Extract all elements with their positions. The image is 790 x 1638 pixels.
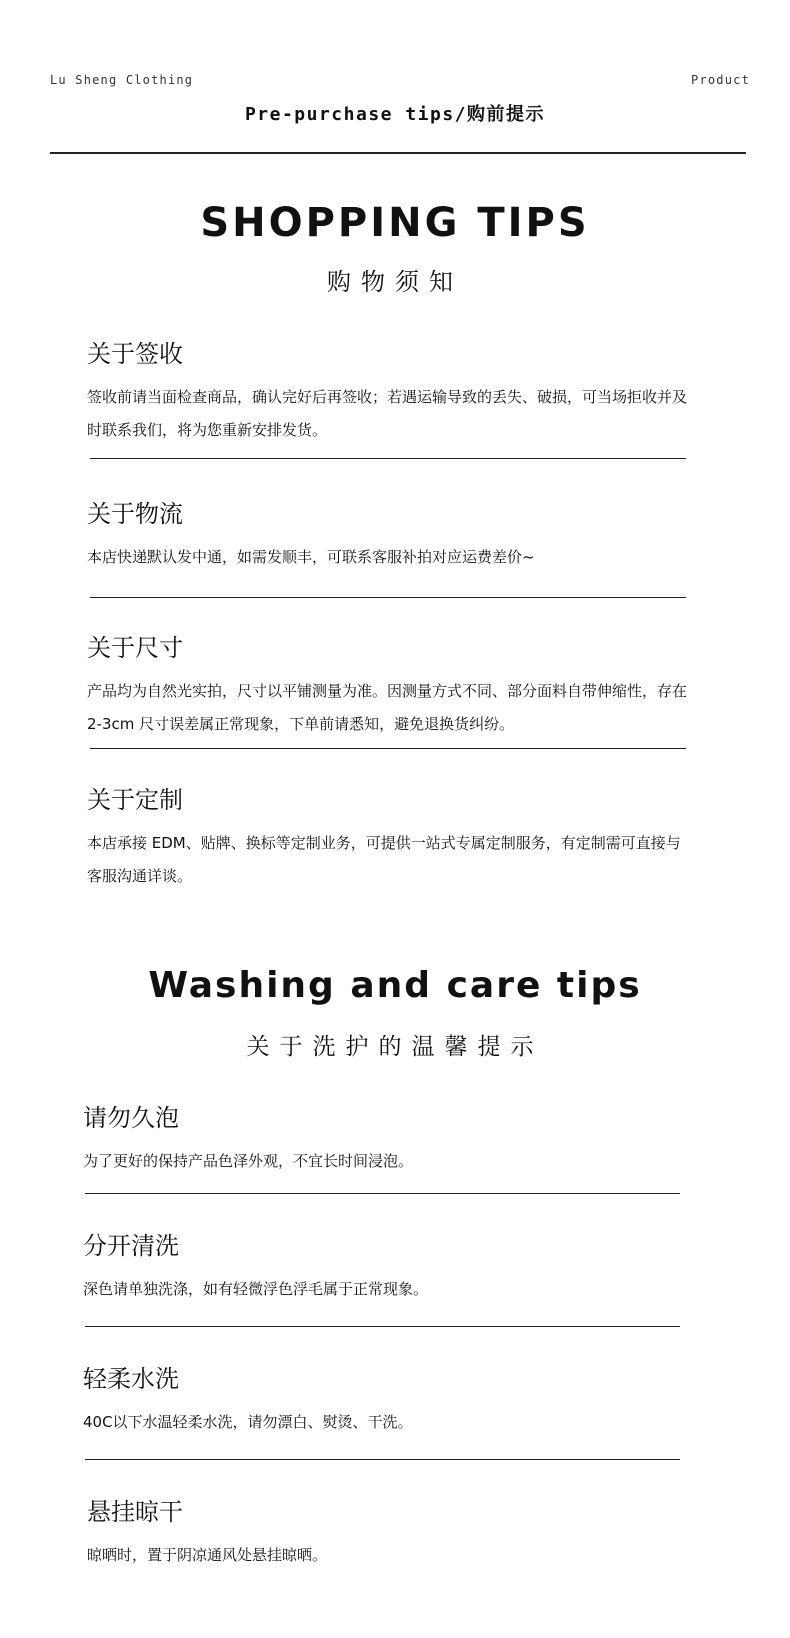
shopping-tips-subtitle: 购物须知 (327, 268, 463, 296)
washing-tips-subtitle: 关于洗护的温馨提示 (246, 1034, 544, 1060)
section-divider (85, 1193, 680, 1194)
item-heading: 分开清洗 (83, 1232, 179, 1260)
item-text: 晾晒时，置于阴凉通风处悬挂晾晒。 (87, 1546, 328, 1564)
washing-tips-title: Washing and care tips (148, 965, 642, 1006)
item-heading: 关于定制 (87, 786, 183, 814)
section-divider (85, 1326, 680, 1327)
section-divider (90, 458, 686, 459)
item-text: 产品均为自然光实拍，尺寸以平铺测量为准。因测量方式不同、部分面料自带伸缩性，存在 2-3cm 尺寸误差属正常现象，下单前请悉知，避免退换货纠纷。 (87, 682, 688, 733)
item-text: 签收前请当面检查商品，确认完好后再签收；若遇运输导致的丢失、破损，可当场拒收并及时联系我们，将为您重新安排发货。 (87, 388, 688, 439)
brand-name: Lu Sheng Clothing (50, 73, 194, 87)
item-heading: 轻柔水洗 (83, 1365, 179, 1393)
item-heading: 关于物流 (87, 500, 183, 528)
shopping-item-size (87, 628, 687, 741)
item-heading: 关于签收 (87, 340, 183, 368)
item-heading: 关于尺寸 (87, 634, 183, 662)
item-text: 深色请单独洗涤，如有轻微浮色浮毛属于正常现象。 (83, 1280, 429, 1298)
item-text: 本店承接 EDM、贴牌、换标等定制业务，可提供一站式专属定制服务，有定制需可直接与客服沟通详谈。 (87, 834, 681, 885)
washing-item-no-soak (83, 1098, 683, 1178)
section-divider (85, 1459, 680, 1460)
item-text: 本店快递默认发中通，如需发顺丰，可联系客服补拍对应运费差价~ (87, 548, 535, 566)
item-heading: 悬挂晾干 (87, 1498, 183, 1526)
section-divider (90, 597, 686, 598)
pre-purchase-title: Pre-purchase tips/购前提示 (244, 104, 546, 125)
shopping-item-logistics (87, 494, 687, 574)
shopping-tips-title: SHOPPING TIPS (200, 200, 590, 246)
washing-item-separate (83, 1226, 683, 1306)
washing-item-gentle (83, 1359, 683, 1439)
section-divider (90, 748, 686, 749)
header-divider (50, 152, 746, 154)
product-label: Product (691, 73, 750, 87)
shopping-item-signing (87, 334, 687, 447)
item-text: 40C以下水温轻柔水洗，请勿漂白、熨烫、干洗。 (83, 1413, 413, 1431)
shopping-item-custom (87, 780, 687, 893)
item-text: 为了更好的保持产品色泽外观，不宜长时间浸泡。 (83, 1152, 414, 1170)
washing-item-hang-dry (87, 1492, 687, 1572)
item-heading: 请勿久泡 (83, 1104, 179, 1132)
